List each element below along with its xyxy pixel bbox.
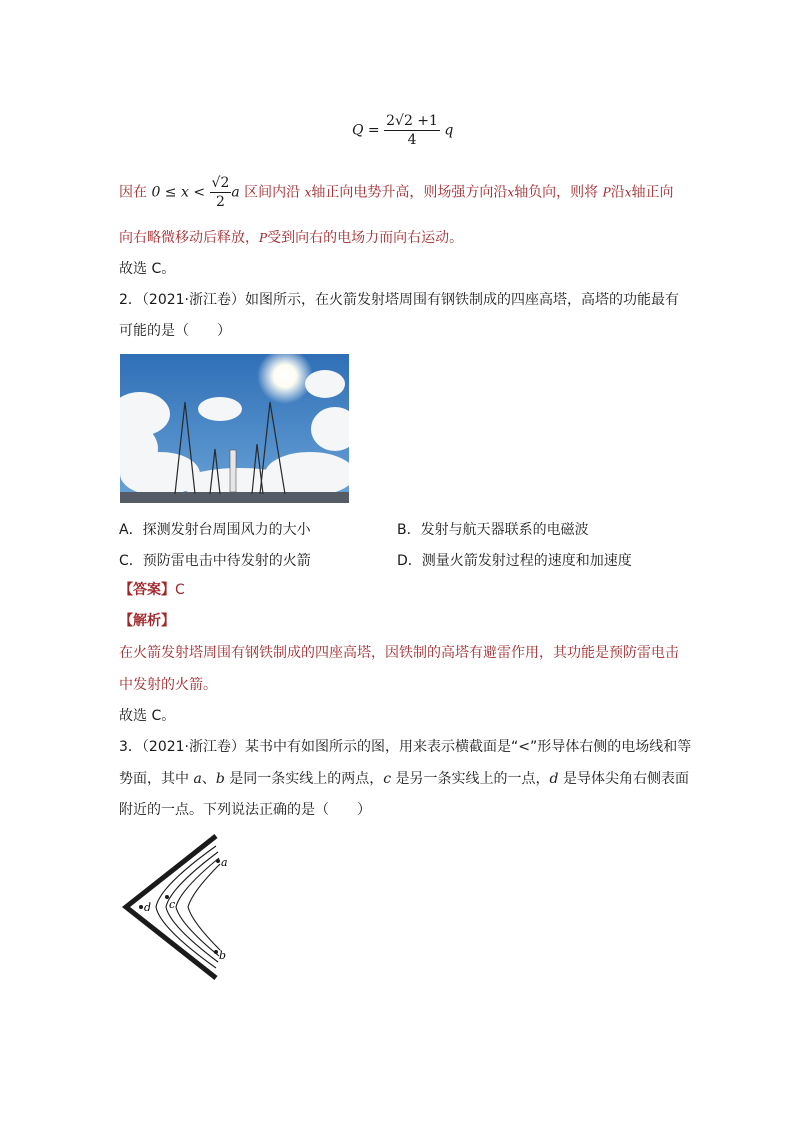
conclusion-line: 故选 C。: [119, 708, 176, 724]
formula-numerator: 2√2 +1: [386, 113, 438, 129]
point-a: [216, 859, 220, 863]
var-p: P: [602, 185, 611, 200]
var-d: d: [549, 771, 559, 787]
conductor-field-diagram: [118, 830, 238, 985]
q3-line-2: [119, 769, 689, 789]
q2-line-1: 2．（2021·浙江卷）如图所示，在火箭发射塔周围有钢铁制成的四座高塔，高塔的功能最有: [119, 292, 679, 308]
formula-tail: q: [444, 122, 454, 139]
text-part5: 轴正向: [631, 184, 674, 201]
var-x: x: [507, 185, 515, 200]
point-b: [214, 950, 218, 954]
option-c[interactable]: C．预防雷电击中待发射的火箭: [119, 553, 311, 569]
var-x: x: [304, 185, 312, 200]
text-part4: 沿: [610, 184, 625, 201]
text-part3: 轴负向，则将: [514, 184, 599, 201]
option-a[interactable]: A．探测发射台周围风力的大小: [119, 522, 311, 538]
field-line: [188, 864, 220, 950]
field-line: [156, 846, 216, 968]
analysis-label: 【解析】: [119, 613, 175, 629]
formula-denominator: 4: [407, 132, 417, 148]
var-c: c: [383, 771, 392, 787]
point-d: [139, 905, 143, 909]
q3-text-b: 是同一条实线上的两点，: [229, 771, 384, 787]
fraction-denominator: 2: [215, 194, 225, 210]
formula-q: [352, 112, 453, 149]
q3-line-1: 3．（2021·浙江卷）某书中有如图所示的图，用来表示横截面是“<”形导体右侧的电场线和等: [119, 739, 692, 755]
text-prefix: 因在: [119, 184, 147, 201]
fraction-tail: a: [231, 184, 240, 201]
text-line2a: 向右略微移动后释放，: [119, 230, 259, 246]
label-b: b: [219, 949, 227, 962]
answer-value: C: [175, 582, 185, 598]
formula-fraction: [384, 112, 440, 149]
q3-text-a: 势面，其中: [119, 771, 189, 787]
q3-text-d: 是导体尖角右侧表面: [562, 771, 689, 787]
analysis-line-2: 中发射的火箭。: [119, 677, 217, 693]
explanation-line-2: [119, 228, 463, 248]
q3-line-3: 附近的一点。下列说法正确的是（ ）: [119, 802, 371, 818]
text-line2b: 受到向右的电场力而向右运动。: [267, 230, 464, 246]
inequality-fraction: [210, 174, 232, 211]
rocket-launch-photo: [120, 354, 349, 503]
separator: 、: [201, 771, 216, 787]
formula-lhs: Q =: [352, 122, 380, 139]
text-part2: 轴正向电势升高，则场强方向沿: [311, 184, 508, 201]
label-d: d: [144, 901, 152, 914]
option-d[interactable]: D．测量火箭发射过程的速度和加速度: [397, 553, 632, 569]
var-x: x: [624, 185, 632, 200]
label-a: a: [221, 856, 228, 869]
inequality: 0 ≤ x <: [151, 184, 206, 201]
analysis-line-1: 在火箭发射塔周围有钢铁制成的四座高塔，因铁制的高塔有避雷作用，其功能是预防雷电击: [119, 645, 679, 661]
fraction-numerator: √2: [211, 175, 230, 191]
var-a: a: [193, 771, 202, 787]
explanation-line-1: [119, 174, 674, 211]
q3-text-c: 是另一条实线上的一点，: [395, 771, 550, 787]
q2-line-2: 可能的是（ ）: [119, 323, 231, 339]
option-b[interactable]: B．发射与航天器联系的电磁波: [397, 522, 589, 538]
label-c: c: [169, 898, 176, 911]
text-part1: 区间内沿: [244, 184, 301, 201]
answer-line-2: [119, 580, 185, 600]
var-b: b: [215, 771, 225, 787]
answer-label: 【答案】: [119, 582, 175, 598]
var-p: P: [259, 231, 268, 245]
answer-line-1: 故选 C。: [119, 261, 176, 277]
